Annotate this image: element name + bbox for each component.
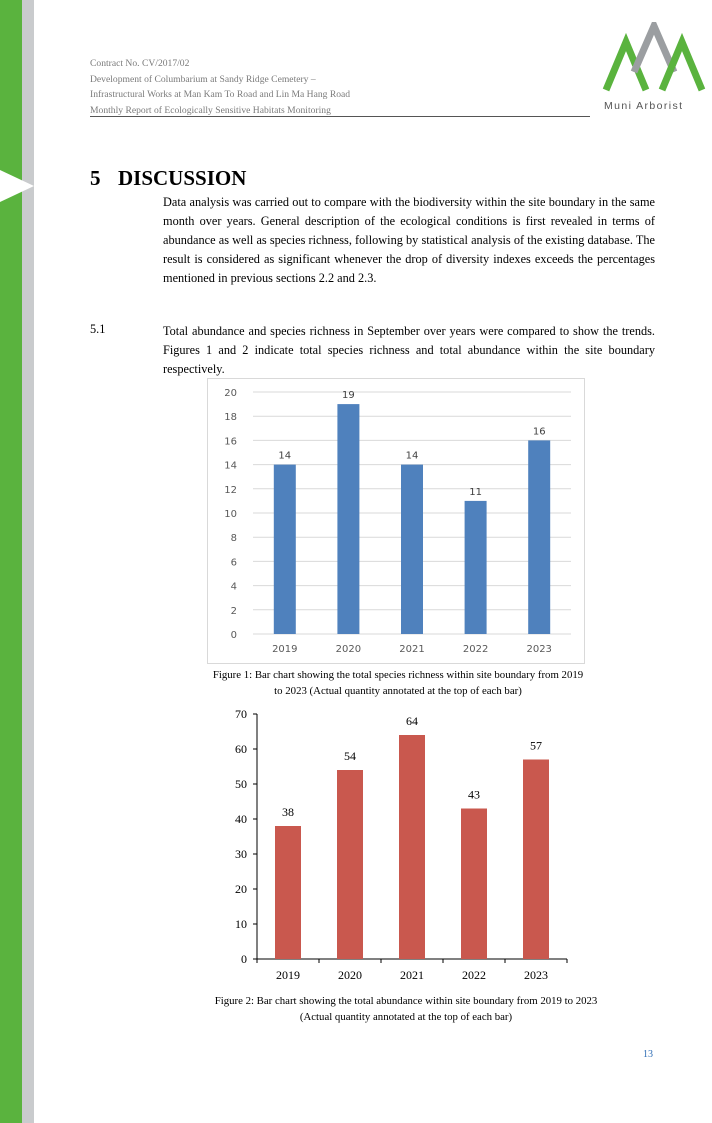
bar-2021 [399,735,425,959]
y-tick-label: 8 [230,533,237,545]
x-tick-label: 2023 [526,644,552,655]
bar-2019 [274,465,296,634]
x-tick-label: 2022 [462,644,489,655]
x-tick-label: 2020 [338,968,362,982]
side-notch [0,170,34,202]
x-tick-label: 2022 [462,968,486,982]
header-report: Monthly Report of Ecologically Sensitive Habitats Monitoring [90,104,331,116]
data-label: 43 [468,787,480,802]
y-tick-label: 10 [235,917,247,931]
figure2-caption [50,993,712,1025]
bar-2022 [461,809,487,960]
bar-2020 [337,770,363,959]
data-label: 19 [342,390,355,402]
y-tick-label: 4 [230,581,237,593]
header-contract: Contract No. CV/2017/02 [90,58,190,69]
y-tick-label: 18 [224,412,237,424]
y-tick-label: 20 [224,388,237,399]
document-header [90,56,590,118]
species-richness-chart [207,378,585,664]
x-tick-label: 2023 [524,968,548,982]
x-tick-label: 2021 [400,968,424,982]
header-project: Development of Columbarium at Sandy Ridge Cemetery – [90,73,316,85]
x-tick-label: 2019 [272,644,298,655]
section-title: DISCUSSION [118,166,247,190]
abundance-chart [222,706,582,988]
side-green-stripe [0,0,22,1123]
y-tick-label: 40 [235,812,247,826]
section-heading [90,166,246,191]
figure1-caption-line2: to 2023 (Actual quantity annotated at the top of each bar) [274,685,522,697]
side-gray-stripe [22,0,34,1123]
x-tick-label: 2019 [276,968,300,982]
y-tick-label: 0 [230,630,237,641]
logo-text: Muni Arborist [604,100,684,112]
data-label: 11 [469,486,482,498]
page-number: 13 [643,1049,653,1060]
data-label: 14 [278,450,292,462]
header-rule [90,116,590,117]
y-tick-label: 16 [224,436,237,448]
x-tick-label: 2021 [399,644,425,655]
figure2-caption-line2: (Actual quantity annotated at the top of each bar) [299,1011,513,1023]
figure1-caption [42,667,712,699]
figure1-caption-line1: Figure 1: Bar chart showing the total species richness within site boundary from 2019 [212,669,584,681]
bar-2023 [523,760,549,960]
figure2-caption-line1: Figure 2: Bar chart showing the total abundance within site boundary from 2019 to 2023 [214,995,598,1007]
y-tick-label: 50 [235,777,247,791]
data-label: 54 [344,749,356,763]
item-paragraph: Total abundance and species richness in September over years were compared to show the trends. Figures 1 and 2 indicate total species richness and total abundance within the site boundary respectively. [163,324,655,376]
y-tick-label: 2 [230,605,237,617]
bar-2023 [528,440,550,634]
data-label: 57 [530,738,542,753]
x-tick-label: 2020 [335,644,362,655]
item-number: 5.1 [90,322,106,336]
intro-paragraph: Data analysis was carried out to compare with the biodiversity within the site boundary in the same month over years. General description of the ecological conditions is first revealed in terms of abundance as well as species richness, following by statistical analysis of the existing database. The result is considered as significant whenever the drop of diversity indexes exceeds the percentages mentioned in previous sections 2.2 and 2.3. [163,195,655,285]
bar-2021 [401,465,423,634]
y-tick-label: 30 [235,847,247,861]
data-label: 14 [405,450,419,462]
section-number: 5 [90,166,101,190]
header-works: Infrastructural Works at Man Kam To Road and Lin Ma Hang Road [90,89,351,101]
bar-2020 [337,404,359,634]
y-tick-label: 12 [224,484,237,496]
y-tick-label: 70 [235,707,247,721]
y-tick-label: 20 [235,882,247,896]
bar-2022 [465,501,487,634]
y-tick-label: 14 [224,460,237,472]
bar-2019 [275,826,301,959]
y-tick-label: 10 [224,509,237,520]
y-tick-label: 6 [230,557,237,569]
data-label: 64 [406,714,418,728]
data-label: 16 [532,426,546,438]
y-tick-label: 60 [235,742,247,756]
y-tick-label: 0 [241,952,247,966]
data-label: 38 [282,805,294,819]
